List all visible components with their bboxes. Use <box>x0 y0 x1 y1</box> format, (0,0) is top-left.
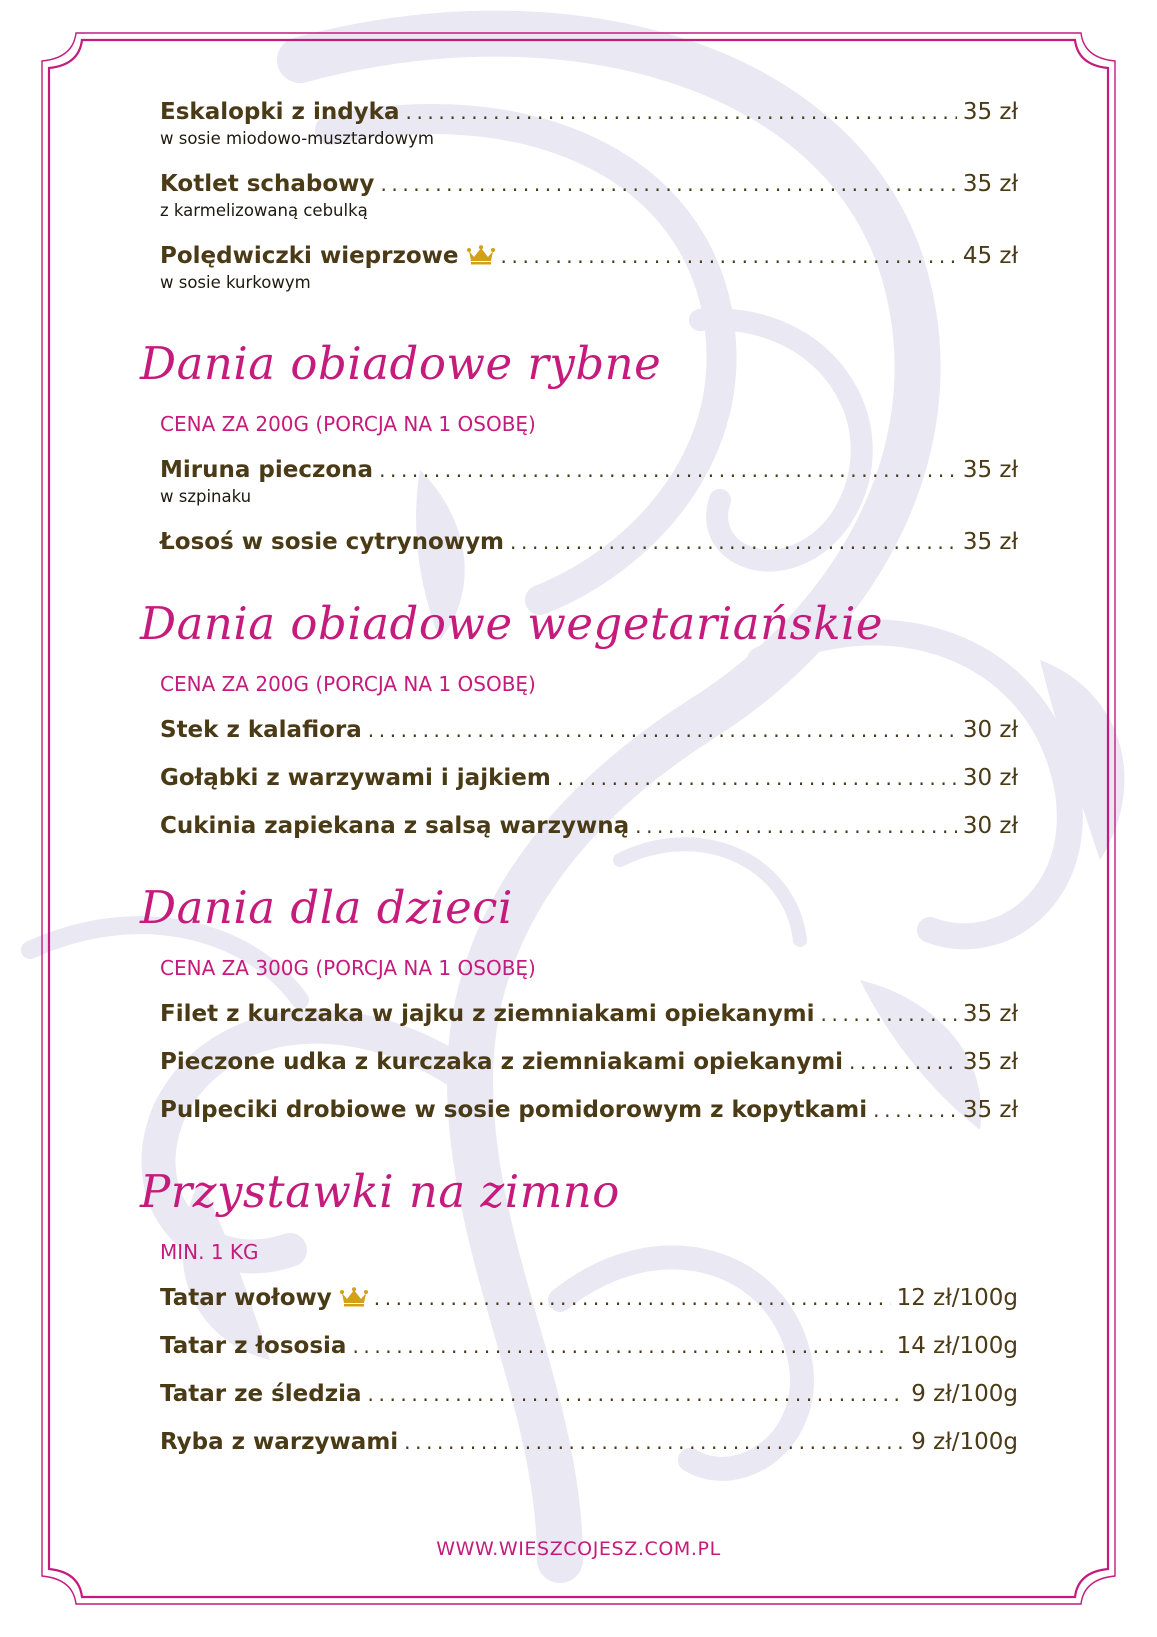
menu-item <box>160 1331 1018 1361</box>
item-name: Tatar ze śledzia <box>160 1381 362 1407</box>
item-name-text: Tatar wołowy <box>160 1285 332 1311</box>
section-note: CENA ZA 200G (PORCJA NA 1 OSOBĘ) <box>160 672 536 696</box>
menu-item <box>160 1427 1018 1457</box>
dot-leader <box>849 1047 957 1077</box>
footer-website-link[interactable]: WWW.WIESZCOJESZ.COM.PL <box>436 1538 721 1560</box>
menu-item <box>160 1379 1018 1409</box>
item-name: Filet z kurczaka w jajku z ziemniakami opiekanymi <box>160 1001 815 1027</box>
item-name: Stek z kalafiora <box>160 717 362 743</box>
dot-leader <box>368 1379 906 1409</box>
menu-item <box>160 715 1018 745</box>
section-note: MIN. 1 KG <box>160 1240 259 1264</box>
item-price: 35 zł <box>962 457 1018 483</box>
menu-item <box>160 241 1018 294</box>
item-price: 35 zł <box>962 171 1018 197</box>
section-title: Dania obiadowe rybne <box>140 337 662 390</box>
item-name: Pieczone udka z kurczaka z ziemniakami opiekanymi <box>160 1049 844 1075</box>
item-description: z karmelizowaną cebulką <box>160 201 368 220</box>
menu-item <box>160 763 1018 793</box>
item-price: 45 zł <box>962 243 1018 269</box>
section-note: CENA ZA 200G (PORCJA NA 1 OSOBĘ) <box>160 412 536 436</box>
item-name: Kotlet schabowy <box>160 171 375 197</box>
item-price: 35 zł <box>962 529 1018 555</box>
dot-leader <box>873 1095 957 1125</box>
item-name: Ryba z warzywami <box>160 1429 399 1455</box>
menu-item <box>160 455 1018 508</box>
item-price: 14 zł/100g <box>896 1333 1018 1359</box>
section-title: Przystawki na zimno <box>140 1165 620 1218</box>
item-name <box>160 241 495 271</box>
menu-item <box>160 1047 1018 1077</box>
menu-item <box>160 811 1018 841</box>
menu-item <box>160 169 1018 222</box>
item-name: Tatar z łososia <box>160 1333 347 1359</box>
dot-leader <box>352 1331 890 1361</box>
dot-leader <box>501 241 957 271</box>
item-price: 35 zł <box>962 99 1018 125</box>
item-price: 35 zł <box>962 1001 1018 1027</box>
item-name: Pulpeciki drobiowe w sosie pomidorowym z kopytkami <box>160 1097 868 1123</box>
dot-leader <box>405 97 956 127</box>
item-price: 9 zł/100g <box>911 1381 1018 1407</box>
item-description: w sosie miodowo-musztardowym <box>160 129 434 148</box>
item-name-text: Polędwiczki wieprzowe <box>160 243 459 269</box>
item-price: 9 zł/100g <box>911 1429 1018 1455</box>
dot-leader <box>380 169 956 199</box>
item-name: Miruna pieczona <box>160 457 374 483</box>
item-name: Cukinia zapiekana z salsą warzywną <box>160 813 630 839</box>
section-title: Dania dla dzieci <box>140 881 513 934</box>
dot-leader <box>635 811 957 841</box>
dot-leader <box>374 1283 891 1313</box>
menu-item <box>160 999 1018 1029</box>
item-price: 35 zł <box>962 1097 1018 1123</box>
menu-item <box>160 527 1018 557</box>
item-name: Gołąbki z warzywami i jajkiem <box>160 765 551 791</box>
item-price: 35 zł <box>962 1049 1018 1075</box>
dot-leader <box>368 715 957 745</box>
item-name: Łosoś w sosie cytrynowym <box>160 529 505 555</box>
item-description: w sosie kurkowym <box>160 273 311 292</box>
item-price: 30 zł <box>962 765 1018 791</box>
item-price: 12 zł/100g <box>896 1285 1018 1311</box>
dot-leader <box>379 455 957 485</box>
crown-icon <box>467 245 495 265</box>
menu-item <box>160 1095 1018 1125</box>
menu-item <box>160 1283 1018 1313</box>
section-note: CENA ZA 300G (PORCJA NA 1 OSOBĘ) <box>160 956 536 980</box>
item-price: 30 zł <box>962 813 1018 839</box>
item-description: w szpinaku <box>160 487 252 506</box>
dot-leader <box>510 527 957 557</box>
dot-leader <box>821 999 957 1029</box>
section-title: Dania obiadowe wegetariańskie <box>140 597 883 650</box>
dot-leader <box>404 1427 905 1457</box>
item-name <box>160 1283 368 1313</box>
dot-leader <box>557 763 957 793</box>
crown-icon <box>340 1287 368 1307</box>
item-name: Eskalopki z indyka <box>160 99 400 125</box>
menu-item <box>160 97 1018 150</box>
item-price: 30 zł <box>962 717 1018 743</box>
